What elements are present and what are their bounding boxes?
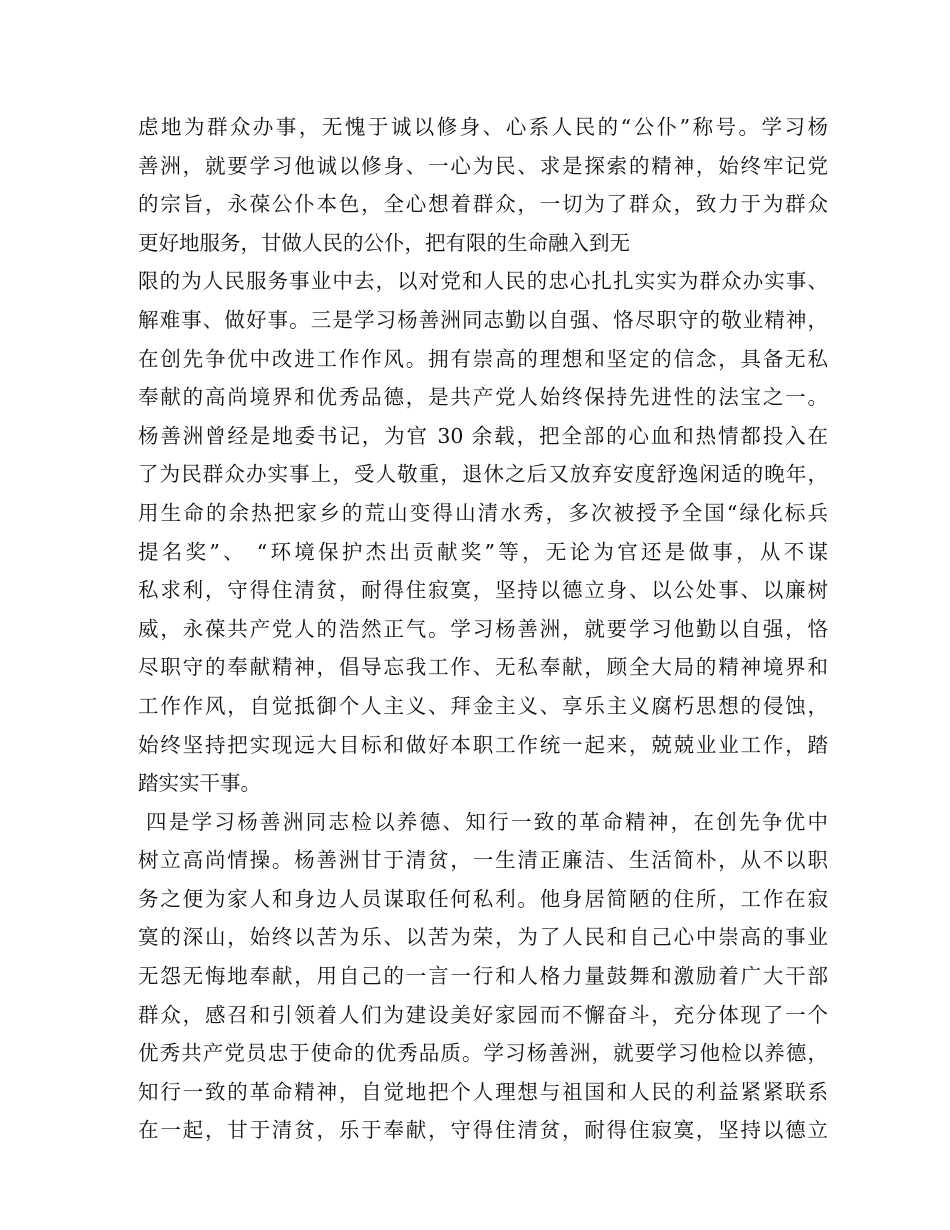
body-text — [138, 108, 828, 1150]
text-line: 杨善洲曾经是地委书记，为官 30 余载，把全部的心血和热情都投入在 — [138, 423, 828, 448]
text-line: 工作作风，自觉抵御个人主义、拜金主义、享乐主义腐朽思想的侵蚀， — [138, 693, 828, 718]
text-line: 解难事、做好事。三是学习杨善洲同志勤以自强、恪尽职守的敬业精神， — [138, 307, 828, 332]
text-line: 优秀共产党员忠于使命的优秀品质。学习杨善洲，就要学习他检以养德， — [138, 1041, 828, 1066]
text-line: 私求利，守得住清贫，耐得住寂寞，坚持以德立身、以公处事、以廉树 — [138, 578, 828, 603]
text-line: 善洲，就要学习他诚以修身、一心为民、求是探索的精神，始终牢记党 — [138, 153, 828, 178]
text-line: 限的为人民服务事业中去，以对党和人民的忠心扎扎实实为群众办实事、 — [138, 269, 828, 294]
text-line: 无怨无悔地奉献，用自己的一言一行和人格力量鼓舞和激励着广大干部 — [138, 964, 828, 989]
text-line: 树立高尚情操。杨善洲甘于清贫，一生清正廉洁、生活简朴，从不以职 — [138, 848, 828, 873]
text-line: 的宗旨，永葆公仆本色，全心想着群众，一切为了群众，致力于为群众 — [138, 192, 828, 217]
text-line: 更好地服务，甘做人民的公仆，把有限的生命融入到无 — [138, 230, 630, 255]
text-line: 寞的深山，始终以苦为乐、以苦为荣，为了人民和自己心中崇高的事业 — [138, 925, 828, 950]
text-line: 在创先争优中改进工作作风。拥有崇高的理想和坚定的信念，具备无私 — [138, 346, 828, 371]
text-line: 了为民群众办实事上，受人敬重，退休之后又放弃安度舒逸闲适的晚年， — [138, 462, 828, 487]
text-line: 尽职守的奉献精神，倡导忘我工作、无私奉献，顾全大局的精神境界和 — [138, 655, 828, 680]
text-line: 用生命的余热把家乡的荒山变得山清水秀，多次被授予全国“绿化标兵 — [138, 500, 828, 525]
text-line: 在一起，甘于清贫，乐于奉献，守得住清贫，耐得住寂寞，坚持以德立 — [138, 1118, 828, 1143]
text-line: 踏实实干事。 — [138, 771, 261, 796]
text-line: 群众，感召和引领着人们为建设美好家园而不懈奋斗，充分体现了一个 — [138, 1002, 828, 1027]
text-line: 知行一致的革命精神，自觉地把个人理想与祖国和人民的利益紧紧联系 — [138, 1079, 828, 1104]
text-line: 奉献的高尚境界和优秀品德，是共产党人始终保持先进性的法宝之一。 — [138, 385, 828, 410]
text-line: 务之便为家人和身边人员谋取任何私利。他身居简陋的住所，工作在寂 — [138, 886, 828, 911]
text-line: 威，永葆共产党人的浩然正气。学习杨善洲，就要学习他勤以自强，恪 — [138, 616, 828, 641]
text-line: 四是学习杨善洲同志检以养德、知行一致的革命精神，在创先争优中 — [146, 809, 828, 834]
text-line: 虑地为群众办事，无愧于诚以修身、心系人民的“公仆”称号。学习杨 — [138, 115, 828, 139]
text-line: 始终坚持把实现远大目标和做好本职工作统一起来，兢兢业业工作，踏 — [138, 732, 828, 757]
text-line: 提名奖”、 “环境保护杰出贡献奖”等，无论为官还是做事，从不谋 — [138, 539, 828, 564]
